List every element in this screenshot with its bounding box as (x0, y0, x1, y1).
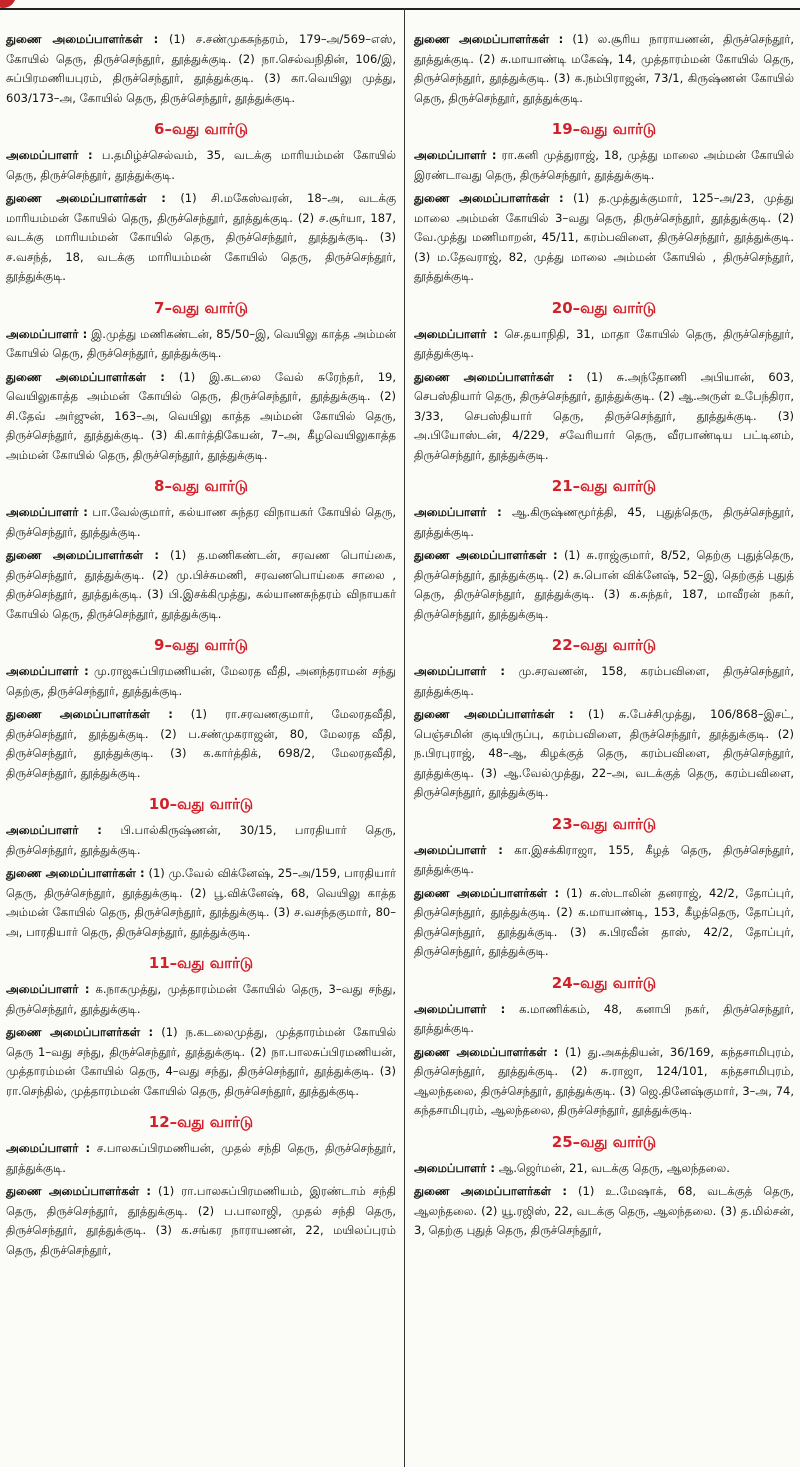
deputies-label: துணை அமைப்பாளர்கள் : (414, 191, 564, 205)
ward-section (6, 30, 396, 108)
deputies-text: (1) து.அகத்தியன், 36/169, கந்தசாமிபுரம், திருச்செந்தூர், தூத்துக்குடி. (2) சு.ராஜா, 124/101, கந்தசாமிபுரம், ஆலந்தலை, திருச்செந்தூர், தூத்துக்குடி. (3) ஜெ.தினேஷ்குமார், 3–அ, 74, கந்தசாமிபுரம், ஆலந்தலை, திருச்செந்தூர், தூத்துக்குடி. (414, 1044, 794, 1117)
deputies-entry (414, 884, 794, 962)
deputies-label: துணை அமைப்பாளர்கள் : (414, 885, 560, 900)
organizer-label: அமைப்பாளர் : (6, 982, 90, 996)
organizer-label: அமைப்பாளர் : (6, 148, 93, 162)
organizer-label: அமைப்பாளர் : (6, 823, 102, 837)
ward-heading: 20–வது வார்டு (551, 298, 657, 317)
organizer-entry (414, 1159, 794, 1179)
header-rule (0, 0, 800, 10)
ward-section (6, 793, 396, 942)
deputies-text: (1) ல.சூரிய நாராயணன், திருச்செந்தூர், தூத்துக்குடி. (2) சு.மாயாண்டி மகேஷ், 14, முத்தாரம்மன் கோயில் தெரு, திருச்செந்தூர், தூத்துக்குடி. (3) க.நம்பிராஜன், 73/1, கிருஷ்ணன் கோயில் தெரு, திருச்செந்தூர், தூத்துக்குடி. (414, 32, 794, 105)
deputies-text: (1) சு.ராஜ்குமார், 8/52, தெற்கு புதுத்தெரு, திருச்செந்தூர், தூத்துக்குடி. (2) சு.பொன் விக்னேஷ், 52–இ, தெற்குத் புதுத் தெரு, திருச்செந்தூர், தூத்துக்குடி. (3) க.சுந்தர், 187, மாவீரன் நகர், திருச்செந்தூர், தூத்துக்குடி. (414, 548, 794, 621)
organizer-entry (414, 841, 794, 880)
ward-section (414, 30, 794, 108)
deputies-label: துணை அமைப்பாளர்கள் : (6, 707, 173, 721)
deputies-label: துணை அமைப்பாளர்கள் : (414, 369, 573, 384)
ward-section (6, 475, 396, 624)
right-column (414, 30, 794, 1251)
organizer-text: ஆ.கிருஷ்ணமூர்த்தி, 45, புதுத்தெரு, திருச்செந்தூர், தூத்துக்குடி. (414, 505, 795, 539)
deputies-entry (6, 864, 396, 942)
deputies-text: (1) மு.வேல் விக்னேஷ், 25–அ/159, பாரதியார் தெரு, திருச்செந்தூர், தூத்துக்குடி. (2) பூ.விக்னேஷ், 68, வெயிலு காத்த அம்மன் கோயில் தெரு, திருச்செந்தூர், தூத்துக்குடி. (3) ச.வசந்தகுமார், 80–அ, பாரதியார் தெரு, திருச்செந்தூர், தூத்துக்குடி. (6, 866, 396, 939)
organizer-label: அமைப்பாளர் : (414, 1160, 496, 1175)
organizer-label: அமைப்பாளர் : (414, 1001, 506, 1016)
deputies-entry (6, 1023, 396, 1101)
deputies-label: துணை அமைப்பாளர்கள் : (414, 32, 564, 46)
deputies-text: (1) சு.பேச்சிமுத்து, 106/868–இசட், பெஞ்சமின் குடியிருப்பு, கரம்பவிளை, திருச்செந்தூர், தூத்துக்குடி. (2) ந.பிரபுராஜ், 48–ஆ, கிழக்குத் தெரு, கரம்பவிளை, திருச்செந்தூர், தூத்துக்குடி. (3) ஆ.வேல்முத்து, 22–அ, வடக்குத் தெரு, கரம்பவிளை, திருச்செந்தூர், தூத்துக்குடி. (414, 707, 794, 799)
deputies-entry (414, 368, 794, 466)
column-divider (404, 8, 405, 1467)
deputies-text: (1) உ.மேஷாக், 68, வடக்குத் தெரு, ஆலந்தலை. (2) யூ.ரஜிஸ், 22, வடக்கு தெரு, ஆலந்தலை. (3) த.மில்சன், 3, தெற்கு புதுத் தெரு, திருச்செந்தூர், (414, 1184, 795, 1237)
organizer-entry (6, 1139, 396, 1178)
organizer-entry (414, 1000, 794, 1039)
deputies-entry (6, 546, 396, 624)
organizer-label: அமைப்பாளர் : (6, 326, 88, 341)
ward-heading: 10–வது வார்டு (148, 795, 254, 813)
organizer-entry (6, 503, 396, 542)
deputies-text: (1) சி.மகேஸ்வரன், 18–அ, வடக்கு மாரியம்மன் கோயில் தெரு, திருச்செந்தூர், தூத்துக்குடி. (2) ச.சூர்யா, 187, வடக்கு மாரியம்மன் கோயில் தெரு, திருச்செந்தூர், தூத்துக்குடி. (3) ச.வசந்த், 18, வடக்கு மாரியம்மன் கோயில் தெரு, திருச்செந்தூர், தூத்துக்குடி. (6, 191, 396, 283)
organizer-text: ரா.கனி முத்துராஜ், 18, முத்து மாலை அம்மன் கோயில் இரண்டாவது தெரு, திருச்செந்தூர், தூத்துக்குடி. (414, 148, 795, 182)
organizer-entry (6, 662, 396, 701)
deputies-label: துணை அமைப்பாளர்கள் : (6, 369, 165, 384)
organizer-text: செ.தயாநிதி, 31, மாதா கோயில் தெரு, திருச்செந்தூர், தூத்துக்குடி. (414, 326, 795, 360)
ward-heading: 24–வது வார்டு (551, 973, 657, 992)
deputies-text: (1) ச.சண்முகசுந்தரம், 179–அ/569–எஸ், கோயில் தெரு, திருச்செந்தூர், தூத்துக்குடி. (2) நா.செல்வநிதின், 106/இ, சுப்பிரமணியபுரம், திருச்செந்தூர், தூத்துக்குடி. (3) கா.வெயிலு முத்து, 603/173–அ, கோயில் தெரு, திருச்செந்தூர், தூத்துக்குடி. (6, 32, 396, 105)
ward-section (414, 634, 794, 803)
ward-section (6, 118, 396, 287)
deputies-label: துணை அமைப்பாளர்கள் : (6, 1025, 154, 1039)
deputies-entry (414, 30, 794, 108)
ward-heading: 6–வது வார்டு (154, 120, 248, 138)
deputies-text: (1) சு.ஸ்டாலின் தனராஜ், 42/2, தோப்புர், திருச்செந்தூர், தூத்துக்குடி. (2) க.மாயாண்டி, 153, கீழத்தெரு, தோப்புர், திருச்செந்தூர், தூத்துக்குடி. (3) சு.பிரவீன் தாஸ், 42/2, தோப்புர், திருச்செந்தூர், தூத்துக்குடி. (414, 885, 795, 958)
deputies-label: துணை அமைப்பாளர்கள் : (6, 866, 145, 880)
ward-section (414, 813, 794, 962)
deputies-entry (6, 1182, 396, 1260)
ward-section (414, 475, 794, 624)
deputies-text: (1) இ.கடலை வேல் சுரேந்தர், 19, வெயிலுகாத்த அம்மன் கோயில் தெரு, திருச்செந்தூர், தூத்துக்குடி. (2) சி.தேவ் அர்ஜுன், 163–அ, வெயிலு காத்த அம்மன் கோயில் தெரு, திருச்செந்தூர், தூத்துக்குடி. (3) கி.கார்த்திகேயன், 7–அ, கீழவெயிலுகாத்த அம்மன் கோயில் தெரு, திருச்செந்தூர், தூத்துக்குடி. (6, 369, 397, 462)
organizer-entry (6, 980, 396, 1019)
ward-heading: 8–வது வார்டு (154, 477, 248, 495)
deputies-entry (414, 546, 794, 624)
organizer-text: ஆ.ஜெர்மன், 21, வடக்கு தெரு, ஆலந்தலை. (498, 1160, 730, 1175)
organizer-label: அமைப்பாளர் : (414, 842, 503, 857)
organizer-entry (414, 662, 794, 701)
organizer-entry (414, 325, 794, 364)
ward-section (6, 1111, 396, 1260)
organizer-entry (6, 325, 396, 364)
ward-heading: 7–வது வார்டு (154, 298, 248, 317)
organizer-entry (414, 503, 794, 542)
organizer-text: இ.முத்து மணிகண்டன், 85/50–இ, வெயிலு காத்த அம்மன் கோயில் தெரு, திருச்செந்தூர், தூத்துக்குடி. (6, 326, 396, 360)
ward-heading: 11–வது வார்டு (148, 954, 254, 972)
organizer-label: அமைப்பாளர் : (6, 664, 89, 678)
ward-section (414, 118, 794, 287)
deputies-entry (414, 1182, 794, 1241)
deputies-label: துணை அமைப்பாளர்கள் : (414, 1184, 567, 1198)
deputies-label: துணை அமைப்பாளர்கள் : (414, 548, 558, 562)
organizer-text: க.மாணிக்கம், 48, கனாபி நகர், திருச்செந்தூர், தூத்துக்குடி. (414, 1001, 795, 1035)
ward-section (414, 297, 794, 466)
organizer-text: கா.இசக்கிராஜா, 155, கீழத் தெரு, திருச்செந்தூர், தூத்துக்குடி. (414, 842, 795, 876)
deputies-text: (1) த.முத்துக்குமார், 125–அ/23, முத்து மாலை அம்மன் கோயில் 3–வது தெரு, திருச்செந்தூர், தூத்துக்குடி. (2) வே.முத்து மணிமாறன், 45/11, கரம்பவிளை, திருச்செந்தூர், தூத்துக்குடி. (3) ம.தேவராஜ், 82, முத்து மாலை அம்மன் கோயில் , திருச்செந்தூர், தூத்துக்குடி. (414, 191, 794, 283)
organizer-text: க.நாகமுத்து, முத்தாரம்மன் கோயில் தெரு, 3–வது சந்து, திருச்செந்தூர், தூத்துக்குடி. (6, 982, 396, 1016)
deputies-label: துணை அமைப்பாளர்கள் : (414, 707, 574, 721)
deputies-text: (1) ந.கடலைமுத்து, முத்தாரம்மன் கோயில் தெரு 1–வது சந்து, திருச்செந்தூர், தூத்துக்குடி. (2) நா.பாலசுப்பிரமணியன், முத்தாரம்மன் கோயில் தெரு, 4–வது சந்து, திருச்செந்தூர், தூத்துக்குடி. (3) ரா.செந்தில், முத்தாரம்மன் கோயில் தெரு, திருச்செந்தூர், தூத்துக்குடி. (6, 1025, 396, 1098)
ward-section (6, 297, 396, 466)
ward-section (6, 634, 396, 783)
deputies-text: (1) ரா.சரவணகுமார், மேலரதவீதி, திருச்செந்தூர், தூத்துக்குடி. (2) ப.சண்முகராஜன், 80, மேலரத வீதி, திருச்செந்தூர், தூத்துக்குடி. (3) க.கார்த்திக், 698/2, மேலரதவீதி, திருச்செந்தூர், தூத்துக்குடி. (6, 707, 396, 780)
deputies-entry (6, 30, 396, 108)
ward-heading: 23–வது வார்டு (551, 814, 657, 833)
deputies-label: துணை அமைப்பாளர்கள் : (6, 1184, 151, 1198)
ward-section (414, 972, 794, 1121)
organizer-label: அமைப்பாளர் : (414, 505, 502, 519)
organizer-text: மு.ராஜசுப்பிரமணியன், மேலரத வீதி, அனந்தராமன் சந்து தெற்கு, திருச்செந்தூர், தூத்துக்குடி. (6, 664, 396, 698)
organizer-text: பி.பால்கிருஷ்ணன், 30/15, பாரதியார் தெரு, திருச்செந்தூர், தூத்துக்குடி. (6, 823, 397, 857)
organizer-entry (6, 821, 396, 860)
organizer-text: ப.தமிழ்ச்செல்வம், 35, வடக்கு மாரியம்மன் கோயில் தெரு, திருச்செந்தூர், தூத்துக்குடி. (6, 148, 396, 182)
organizer-text: பா.வேல்குமார், கல்யாண சுந்தர விநாயகர் கோயில் தெரு, திருச்செந்தூர், தூத்துக்குடி. (6, 505, 397, 539)
ward-section (6, 952, 396, 1101)
deputies-entry (6, 189, 396, 287)
organizer-label: அமைப்பாளர் : (6, 1141, 91, 1155)
deputies-label: துணை அமைப்பாளர்கள் : (6, 191, 166, 205)
organizer-label: அமைப்பாளர் : (414, 664, 505, 678)
deputies-entry (6, 368, 396, 466)
ward-heading: 19–வது வார்டு (551, 120, 657, 138)
ward-section (414, 1131, 794, 1241)
deputies-label: துணை அமைப்பாளர்கள் : (6, 548, 159, 562)
organizer-text: ச.பாலசுப்பிரமணியன், முதல் சந்தி தெரு, திருச்செந்தூர், தூத்துக்குடி. (6, 1141, 396, 1175)
organizer-entry (414, 146, 794, 185)
deputies-text: (1) த.மணிகண்டன், சரவண பொய்கை, திருச்செந்தூர், தூத்துக்குடி. (2) மு.பிச்சுமணி, சரவணபொய்கை சாலை , திருச்செந்தூர், தூத்துக்குடி. (3) பி.இசக்கிமுத்து, கல்யாணசுந்தரம் விநாயகர் கோயில் தெரு, திருச்செந்தூர், தூத்துக்குடி. (6, 548, 396, 621)
organizer-entry (6, 146, 396, 185)
deputies-label: துணை அமைப்பாளர்கள் : (6, 32, 159, 46)
deputies-entry (414, 705, 794, 803)
organizer-label: அமைப்பாளர் : (414, 148, 497, 162)
deputies-label: துணை அமைப்பாளர்கள் : (414, 1044, 559, 1059)
deputies-entry (414, 189, 794, 287)
organizer-label: அமைப்பாளர் : (6, 505, 88, 519)
left-column (6, 30, 396, 1270)
ward-heading: 12–வது வார்டு (148, 1113, 254, 1131)
deputies-entry (414, 1043, 794, 1121)
organizer-text: மு.சரவணன், 158, கரம்பவிளை, திருச்செந்தூர், தூத்துக்குடி. (414, 664, 794, 698)
ward-heading: 9–வது வார்டு (154, 636, 248, 654)
deputies-text: (1) ரா.பாலசுப்பிரமணியம், இரண்டாம் சந்தி தெரு, திருச்செந்தூர், தூத்துக்குடி. (2) ப.பாலாஜி, முதல் சந்தி தெரு, திருச்செந்தூர், தூத்துக்குடி. (3) க.சங்கர நாராயணன், 22, மயிலப்புரம் தெரு, திருச்செந்தூர், (6, 1184, 396, 1257)
ward-heading: 25–வது வார்டு (551, 1132, 657, 1151)
deputies-entry (6, 705, 396, 783)
organizer-label: அமைப்பாளர் : (414, 326, 498, 341)
ward-heading: 21–வது வார்டு (551, 477, 657, 495)
deputies-text: (1) சு.அந்தோணி அபியான், 603, செபஸ்தியார் தெரு, திருச்செந்தூர், தூத்துக்குடி. (2) ஆ.அருள் உபேந்திரா, 3/33, செபஸ்தியார் தெரு, திருச்செந்தூர், தூத்துக்குடி. (3) அ.பியோஸ்டன், 4/229, சவேரியார் தெரு, வீரபாண்டிய பட்டினம், திருச்செந்தூர், தூத்துக்குடி. (414, 369, 794, 462)
ward-heading: 22–வது வார்டு (551, 636, 657, 654)
